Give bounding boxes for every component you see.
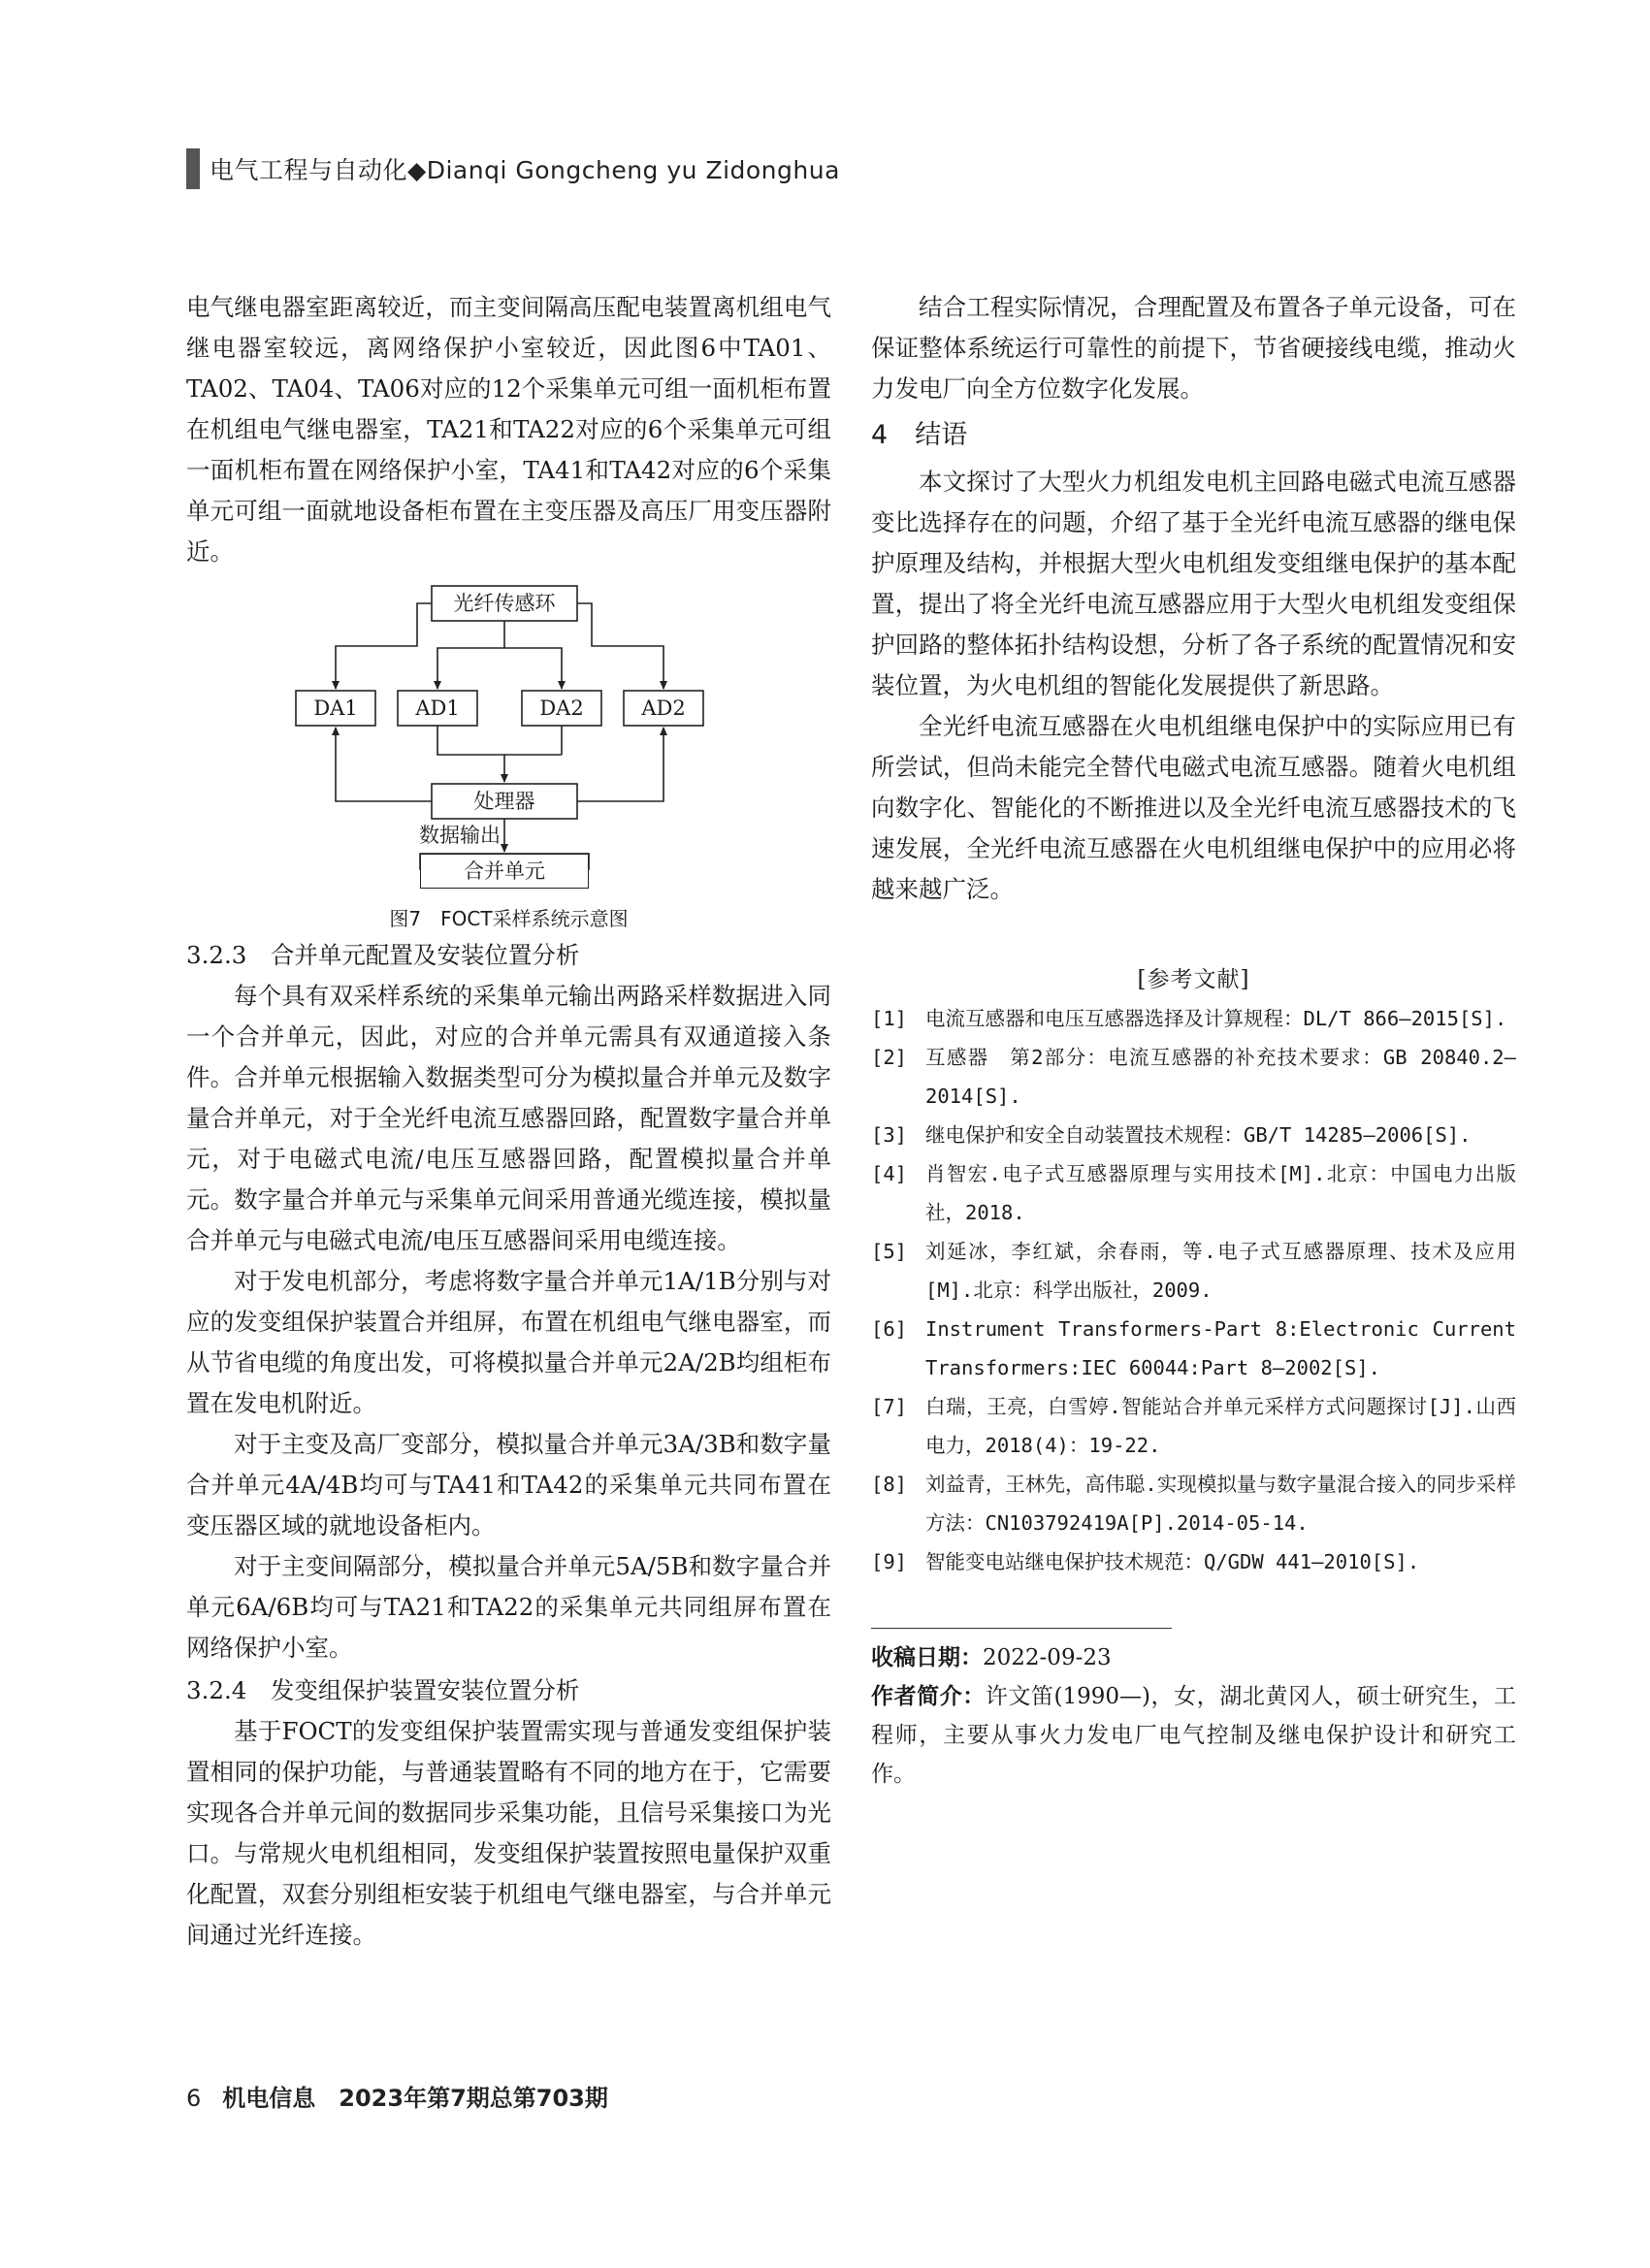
reference-item: [8] 刘益青，王林先，高伟聪.实现模拟量与数字量混合接入的同步采样方法：CN103792419A[P].2014-05-14.	[871, 1473, 1516, 1535]
section-title: 结语	[915, 420, 968, 450]
received-date: 收稿日期：2022-09-23	[871, 1645, 1112, 1670]
paragraph-intro: 电气继电器室距离较近，而主变间隔高压配电装置离机组电气继电器室较远，离网络保护小室较近，因此图6中TA01、TA02、TA04、TA06对应的12个采集单元可组一面机柜布置在机组电气继电器室，TA21和TA22对应的6个采集单元可组一面机柜布置在网络保护小室，TA41和TA42对应的6个采集单元可组一面就地设备柜布置在主变压器及高压厂用变压器附近。	[186, 293, 831, 566]
label-ad2: AD2	[641, 697, 686, 720]
reference-list	[871, 999, 1516, 1581]
reference-item: [3] 继电保护和安全自动装置技术规程：GB/T 14285—2006[S].	[871, 1123, 1472, 1147]
label-ring: 光纤传感环	[453, 592, 556, 615]
header-title: 电气工程与自动化◆Dianqi Gongcheng yu Zidonghua	[210, 156, 840, 184]
left-column	[186, 287, 831, 1956]
figure-caption: 图7 FOCT采样系统示意图	[389, 907, 629, 930]
label-da2: DA2	[539, 697, 584, 720]
reference-item: [7] 白瑞，王亮，白雪婷.智能站合并单元采样方式问题探讨[J].山西电力，2018(4)：19-22.	[871, 1395, 1516, 1457]
paragraph-conclusion-1: 本文探讨了大型火力机组发电机主回路电磁式电流互感器变比选择存在的问题，介绍了基于全光纤电流互感器的继电保护原理及结构，并根据大型火电机组发变组继电保护的基本配置，提出了将全光纤电流互感器应用于大型火电机组发变组保护回路的整体拓扑结构设想，分析了各子系统的配置情况和安装位置，为火电机组的智能化发展提供了新思路。	[871, 468, 1516, 699]
reference-item: [6] Instrument Transformers-Part 8:Electronic Current Transformers:IEC 60044:Part 8—2002[S].	[871, 1317, 1516, 1379]
reference-item: [9] 智能变电站继电保护技术规范：Q/GDW 441—2010[S].	[871, 1550, 1420, 1573]
references-title: [参考文献]	[1137, 967, 1250, 992]
label-ad1: AD1	[415, 697, 460, 720]
reference-item: [4] 肖智宏.电子式互感器原理与实用技术[M].北京：中国电力出版社，2018.	[871, 1162, 1516, 1224]
author-bio: 作者简介：许文笛(1990—)，女，湖北黄冈人，硕士研究生，工程师，主要从事火力发电厂电气控制及继电保护设计和研究工作。	[871, 1684, 1517, 1787]
paragraph-protection: 基于FOCT的发变组保护装置需实现与普通发变组保护装置相同的保护功能，与普通装置略有不同的地方在于，它需要实现各合并单元间的数据同步采集功能，且信号采集接口为光口。与常规火电机组相同，发变组保护装置按照电量保护双重化配置，双套分别组柜安装于机组电气继电器室，与合并单元间通过光纤连接。	[186, 1717, 831, 1949]
label-da1: DA1	[313, 697, 358, 720]
page-number: 6	[186, 2085, 202, 2112]
page-footer	[186, 2079, 608, 2113]
label-data-out: 数据输出	[419, 824, 501, 847]
paragraph-merge-3: 对于主变及高厂变部分，模拟量合并单元3A/3B和数字量合并单元4A/4B均可与TA41和TA42的采集单元共同布置在变压器区域的就地设备柜内。	[186, 1430, 831, 1539]
subsection-3-2-3: 3.2.3 合并单元配置及安装位置分析	[186, 941, 580, 969]
right-column	[871, 287, 1516, 1794]
reference-item: [1] 电流互感器和电压互感器选择及计算规程：DL/T 866—2015[S].	[871, 1007, 1507, 1030]
paragraph-merge-4: 对于主变间隔部分，模拟量合并单元5A/5B和数字量合并单元6A/6B均可与TA21和TA22的采集单元共同组屏布置在网络保护小室。	[186, 1552, 831, 1662]
running-header	[186, 147, 840, 190]
subsection-3-2-4: 3.2.4 发变组保护装置安装位置分析	[186, 1676, 580, 1704]
foct-diagram	[186, 580, 831, 871]
paragraph-merge-1: 每个具有双采样系统的采集单元输出两路采样数据进入同一个合并单元，因此，对应的合并单元需具有双通道接入条件。合并单元根据输入数据类型可分为模拟量合并单元及数字量合并单元，对于全光纤电流互感器回路，配置数字量合并单元，对于电磁式电流/电压互感器回路，配置模拟量合并单元。数字量合并单元与采集单元间采用普通光缆连接，模拟量合并单元与电磁式电流/电压互感器间采用电缆连接。	[186, 982, 831, 1254]
journal-info: 机电信息 2023年第7期总第703期	[222, 2085, 608, 2112]
paragraph-merge-2: 对于发电机部分，考虑将数字量合并单元1A/1B分别与对应的发变组保护装置合并组屏，布置在机组电气继电器室，而从节省电缆的角度出发，可将模拟量合并单元2A/2B均组柜布置在发电机附近。	[186, 1267, 831, 1417]
section-4-heading	[871, 413, 1516, 458]
reference-item: [2] 互感器 第2部分：电流互感器的补充技术要求：GB 20840.2—2014[S].	[871, 1046, 1516, 1108]
box-merge-unit: 合并单元	[420, 854, 589, 889]
paragraph-continued: 结合工程实际情况，合理配置及布置各子单元设备，可在保证整体系统运行可靠性的前提下，节省硬接线电缆，推动火力发电厂向全方位数字化发展。	[871, 293, 1516, 403]
label-processor: 处理器	[473, 790, 535, 813]
reference-item: [5] 刘延冰，李红斌，余春雨，等.电子式互感器原理、技术及应用[M].北京：科学出版社，2009.	[871, 1240, 1516, 1302]
header-bar	[186, 148, 200, 189]
footnote-divider	[871, 1628, 1172, 1629]
figure-7	[186, 580, 831, 900]
paragraph-conclusion-2: 全光纤电流互感器在火电机组继电保护中的实际应用已有所尝试，但尚未能完全替代电磁式电流互感器。随着火电机组向数字化、智能化的不断推进以及全光纤电流互感器技术的飞速发展，全光纤电流互感器在火电机组继电保护中的应用必将越来越广泛。	[871, 712, 1516, 903]
section-number: 4	[871, 420, 889, 450]
